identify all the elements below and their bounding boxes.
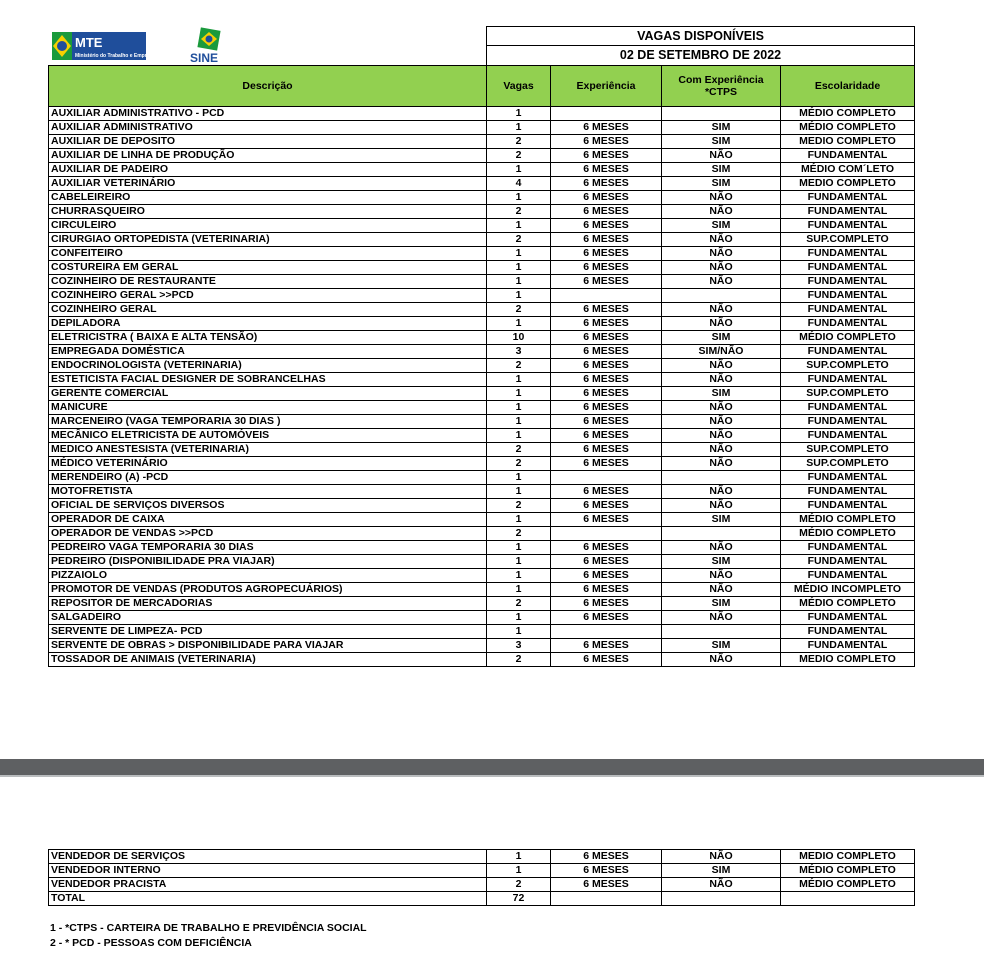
cell-experiencia: 6 MESES	[551, 400, 662, 414]
cell-escolaridade: MÉDIO COMPLETO	[781, 878, 915, 892]
cell-vagas: 1	[487, 260, 551, 274]
cell-descricao: CIRCULEIRO	[49, 218, 487, 232]
table-row	[49, 204, 915, 218]
jobs-sheet-page1	[48, 26, 914, 667]
cell-descricao: MARCENEIRO (VAGA TEMPORARIA 30 DIAS )	[49, 414, 487, 428]
jobs-sheet-page2	[48, 849, 914, 906]
cell-experiencia: 6 MESES	[551, 274, 662, 288]
cell-vagas: 1	[487, 540, 551, 554]
total-label: TOTAL	[49, 892, 487, 906]
cell-experiencia	[551, 288, 662, 302]
cell-ctps: NÃO	[662, 358, 781, 372]
cell-vagas: 2	[487, 232, 551, 246]
table-row	[49, 134, 915, 148]
cell-vagas: 1	[487, 400, 551, 414]
cell-ctps: SIM	[662, 134, 781, 148]
cell-escolaridade: MEDIO COMPLETO	[781, 850, 915, 864]
cell-descricao: REPOSITOR DE MERCADORIAS	[49, 596, 487, 610]
footnotes	[50, 921, 367, 951]
jobs-table	[48, 26, 915, 667]
cell-vagas: 1	[487, 512, 551, 526]
col-header-experiencia: Experiência	[551, 65, 662, 106]
table-row	[49, 400, 915, 414]
cell-escolaridade: FUNDAMENTAL	[781, 568, 915, 582]
table-row	[49, 330, 915, 344]
cell-descricao: PROMOTOR DE VENDAS (PRODUTOS AGROPECUÁRIOS)	[49, 582, 487, 596]
cell-experiencia: 6 MESES	[551, 372, 662, 386]
job-rows	[49, 106, 915, 666]
cell-experiencia: 6 MESES	[551, 596, 662, 610]
cell-escolaridade: MÉDIO INCOMPLETO	[781, 582, 915, 596]
cell-ctps: NÃO	[662, 414, 781, 428]
cell-ctps: SIM	[662, 120, 781, 134]
cell-escolaridade: FUNDAMENTAL	[781, 400, 915, 414]
cell-vagas: 3	[487, 344, 551, 358]
cell-ctps: NÃO	[662, 850, 781, 864]
cell-ctps: NÃO	[662, 568, 781, 582]
cell-experiencia: 6 MESES	[551, 302, 662, 316]
table-row	[49, 596, 915, 610]
cell-ctps: SIM	[662, 176, 781, 190]
cell-descricao: MECÂNICO ELETRICISTA DE AUTOMÓVEIS	[49, 428, 487, 442]
table-row	[49, 512, 915, 526]
cell-experiencia: 6 MESES	[551, 232, 662, 246]
cell-vagas: 1	[487, 274, 551, 288]
cell-descricao: GERENTE COMERCIAL	[49, 386, 487, 400]
cell-vagas: 1	[487, 162, 551, 176]
cell-vagas: 1	[487, 850, 551, 864]
cell-ctps: NÃO	[662, 246, 781, 260]
cell-vagas: 1	[487, 582, 551, 596]
cell-descricao: MEDICO ANESTESISTA (VETERINARIA)	[49, 442, 487, 456]
table-row	[49, 864, 915, 878]
table-row	[49, 246, 915, 260]
cell-ctps	[662, 526, 781, 540]
cell-descricao: AUXILIAR ADMINISTRATIVO	[49, 120, 487, 134]
jobs-table-continued	[48, 849, 915, 906]
table-row	[49, 428, 915, 442]
cell-vagas: 1	[487, 864, 551, 878]
table-row	[49, 120, 915, 134]
table-row	[49, 554, 915, 568]
footnote-pcd: 2 - * PCD - PESSOAS COM DEFICIÊNCIA	[50, 937, 252, 949]
col-header-ctps: Com Experiência *CTPS	[662, 65, 781, 106]
cell-escolaridade: MÉDIO COMPLETO	[781, 526, 915, 540]
cell-vagas: 1	[487, 610, 551, 624]
col-header-descricao: Descrição	[49, 65, 487, 106]
svg-text:MTE: MTE	[74, 34, 102, 50]
cell-vagas: 1	[487, 428, 551, 442]
cell-escolaridade: FUNDAMENTAL	[781, 428, 915, 442]
cell-experiencia: 6 MESES	[551, 120, 662, 134]
cell-experiencia: 6 MESES	[551, 484, 662, 498]
cell-escolaridade: FUNDAMENTAL	[781, 344, 915, 358]
table-row	[49, 176, 915, 190]
page-divider-shadow	[0, 775, 984, 777]
cell-vagas: 4	[487, 176, 551, 190]
cell-descricao: COZINHEIRO GERAL >>PCD	[49, 288, 487, 302]
cell-descricao: COZINHEIRO DE RESTAURANTE	[49, 274, 487, 288]
cell-descricao: COSTUREIRA EM GERAL	[49, 260, 487, 274]
cell-ctps: NÃO	[662, 652, 781, 666]
cell-escolaridade: MÉDIO COMPLETO	[781, 512, 915, 526]
cell-escolaridade: FUNDAMENTAL	[781, 316, 915, 330]
cell-ctps: NÃO	[662, 442, 781, 456]
cell-experiencia: 6 MESES	[551, 428, 662, 442]
cell-ctps: NÃO	[662, 274, 781, 288]
table-row	[49, 652, 915, 666]
cell-escolaridade: FUNDAMENTAL	[781, 190, 915, 204]
cell-ctps: NÃO	[662, 484, 781, 498]
page-date: 02 DE SETEMBRO DE 2022	[487, 46, 915, 65]
cell-escolaridade: SUP.COMPLETO	[781, 232, 915, 246]
cell-ctps: SIM	[662, 864, 781, 878]
table-row	[49, 850, 915, 864]
cell-vagas: 2	[487, 652, 551, 666]
cell-vagas: 1	[487, 470, 551, 484]
cell-escolaridade: SUP.COMPLETO	[781, 442, 915, 456]
cell-descricao: CHURRASQUEIRO	[49, 204, 487, 218]
table-row	[49, 162, 915, 176]
cell-descricao: SERVENTE DE LIMPEZA- PCD	[49, 624, 487, 638]
cell-descricao: OFICIAL DE SERVIÇOS DIVERSOS	[49, 498, 487, 512]
cell-experiencia: 6 MESES	[551, 190, 662, 204]
cell-experiencia	[551, 470, 662, 484]
cell-descricao: OPERADOR DE VENDAS >>PCD	[49, 526, 487, 540]
table-row	[49, 638, 915, 652]
cell-ctps: SIM/NÃO	[662, 344, 781, 358]
cell-ctps: SIM	[662, 638, 781, 652]
cell-experiencia: 6 MESES	[551, 246, 662, 260]
cell-descricao: VENDEDOR DE SERVIÇOS	[49, 850, 487, 864]
table-row	[49, 498, 915, 512]
cell-descricao: SALGADEIRO	[49, 610, 487, 624]
cell-escolaridade: FUNDAMENTAL	[781, 498, 915, 512]
cell-experiencia: 6 MESES	[551, 652, 662, 666]
cell-vagas: 2	[487, 204, 551, 218]
logo-cell	[49, 27, 487, 66]
table-row	[49, 372, 915, 386]
cell-experiencia	[551, 106, 662, 120]
table-row	[49, 274, 915, 288]
cell-descricao: PEDREIRO VAGA TEMPORARIA 30 DIAS	[49, 540, 487, 554]
cell-vagas: 1	[487, 414, 551, 428]
cell-vagas: 10	[487, 330, 551, 344]
cell-escolaridade: MEDIO COMPLETO	[781, 134, 915, 148]
svg-text:SINE: SINE	[189, 50, 218, 65]
table-row	[49, 316, 915, 330]
cell-experiencia: 6 MESES	[551, 568, 662, 582]
cell-escolaridade: FUNDAMENTAL	[781, 470, 915, 484]
table-row	[49, 148, 915, 162]
cell-descricao: CONFEITEIRO	[49, 246, 487, 260]
cell-vagas: 2	[487, 498, 551, 512]
cell-experiencia: 6 MESES	[551, 358, 662, 372]
cell-vagas: 1	[487, 624, 551, 638]
cell-descricao: MÉDICO VETERINÁRIO	[49, 456, 487, 470]
cell-escolaridade: FUNDAMENTAL	[781, 260, 915, 274]
cell-ctps: NÃO	[662, 582, 781, 596]
cell-escolaridade: FUNDAMENTAL	[781, 288, 915, 302]
cell-ctps: SIM	[662, 596, 781, 610]
cell-vagas: 1	[487, 218, 551, 232]
table-row	[49, 218, 915, 232]
cell-experiencia: 6 MESES	[551, 638, 662, 652]
cell-experiencia: 6 MESES	[551, 610, 662, 624]
table-row	[49, 260, 915, 274]
cell-vagas: 2	[487, 302, 551, 316]
cell-escolaridade: FUNDAMENTAL	[781, 246, 915, 260]
col-header-vagas: Vagas	[487, 65, 551, 106]
table-row	[49, 470, 915, 484]
cell-experiencia: 6 MESES	[551, 162, 662, 176]
cell-ctps: NÃO	[662, 190, 781, 204]
table-row	[49, 288, 915, 302]
cell-experiencia: 6 MESES	[551, 456, 662, 470]
cell-descricao: AUXILIAR DE DEPOSITO	[49, 134, 487, 148]
cell-vagas: 1	[487, 386, 551, 400]
cell-escolaridade: FUNDAMENTAL	[781, 610, 915, 624]
cell-ctps: SIM	[662, 218, 781, 232]
cell-vagas: 2	[487, 442, 551, 456]
col-header-escolaridade: Escolaridade	[781, 65, 915, 106]
cell-experiencia: 6 MESES	[551, 204, 662, 218]
cell-ctps: NÃO	[662, 302, 781, 316]
cell-ctps: NÃO	[662, 260, 781, 274]
cell-vagas: 2	[487, 596, 551, 610]
cell-vagas: 1	[487, 288, 551, 302]
cell-vagas: 2	[487, 878, 551, 892]
table-row	[49, 456, 915, 470]
cell-descricao: VENDEDOR PRACISTA	[49, 878, 487, 892]
cell-ctps	[662, 470, 781, 484]
table-row	[49, 484, 915, 498]
table-row	[49, 232, 915, 246]
cell-descricao: EMPREGADA DOMÉSTICA	[49, 344, 487, 358]
page-divider	[0, 759, 984, 775]
cell-experiencia: 6 MESES	[551, 498, 662, 512]
cell-descricao: AUXILIAR ADMINISTRATIVO - PCD	[49, 106, 487, 120]
table-row	[49, 190, 915, 204]
cell-ctps: SIM	[662, 330, 781, 344]
cell-ctps: NÃO	[662, 878, 781, 892]
cell-experiencia: 6 MESES	[551, 878, 662, 892]
cell-experiencia: 6 MESES	[551, 330, 662, 344]
cell-ctps: NÃO	[662, 400, 781, 414]
table-row	[49, 624, 915, 638]
total-value: 72	[487, 892, 551, 906]
cell-experiencia	[551, 526, 662, 540]
cell-vagas: 2	[487, 134, 551, 148]
cell-ctps: NÃO	[662, 204, 781, 218]
cell-ctps	[662, 288, 781, 302]
cell-descricao: AUXILIAR VETERINÁRIO	[49, 176, 487, 190]
cell-descricao: ESTETICISTA FACIAL DESIGNER DE SOBRANCELHAS	[49, 372, 487, 386]
cell-escolaridade: FUNDAMENTAL	[781, 274, 915, 288]
cell-escolaridade: MÉDIO COM´LETO	[781, 162, 915, 176]
cell-escolaridade: MÉDIO COMPLETO	[781, 330, 915, 344]
cell-escolaridade: MEDIO COMPLETO	[781, 652, 915, 666]
cell-escolaridade: FUNDAMENTAL	[781, 218, 915, 232]
page-title: VAGAS DISPONÍVEIS	[487, 27, 915, 46]
cell-experiencia: 6 MESES	[551, 442, 662, 456]
cell-ctps: NÃO	[662, 498, 781, 512]
cell-ctps: NÃO	[662, 372, 781, 386]
cell-ctps	[662, 106, 781, 120]
column-header-row	[49, 65, 915, 106]
cell-escolaridade: SUP.COMPLETO	[781, 386, 915, 400]
cell-escolaridade: FUNDAMENTAL	[781, 554, 915, 568]
cell-escolaridade: FUNDAMENTAL	[781, 372, 915, 386]
cell-escolaridade: FUNDAMENTAL	[781, 302, 915, 316]
cell-ctps: NÃO	[662, 456, 781, 470]
cell-experiencia	[551, 624, 662, 638]
cell-experiencia: 6 MESES	[551, 414, 662, 428]
cell-descricao: DEPILADORA	[49, 316, 487, 330]
cell-vagas: 1	[487, 554, 551, 568]
svg-text:Ministério do Trabalho e Empre: Ministério do Trabalho e Emprego	[74, 52, 156, 59]
cell-descricao: AUXILIAR DE PADEIRO	[49, 162, 487, 176]
cell-vagas: 2	[487, 456, 551, 470]
cell-vagas: 2	[487, 526, 551, 540]
cell-experiencia: 6 MESES	[551, 864, 662, 878]
cell-descricao: VENDEDOR INTERNO	[49, 864, 487, 878]
table-row	[49, 414, 915, 428]
cell-escolaridade: MÉDIO COMPLETO	[781, 120, 915, 134]
cell-ctps: NÃO	[662, 148, 781, 162]
cell-descricao: AUXILIAR DE LINHA DE PRODUÇÃO	[49, 148, 487, 162]
cell-escolaridade: FUNDAMENTAL	[781, 204, 915, 218]
table-row	[49, 568, 915, 582]
cell-escolaridade: FUNDAMENTAL	[781, 624, 915, 638]
cell-escolaridade: FUNDAMENTAL	[781, 414, 915, 428]
cell-escolaridade: FUNDAMENTAL	[781, 484, 915, 498]
cell-ctps: SIM	[662, 554, 781, 568]
cell-escolaridade: FUNDAMENTAL	[781, 540, 915, 554]
cell-ctps: NÃO	[662, 540, 781, 554]
cell-ctps	[662, 624, 781, 638]
cell-ctps: SIM	[662, 512, 781, 526]
cell-escolaridade: SUP.COMPLETO	[781, 456, 915, 470]
cell-experiencia: 6 MESES	[551, 386, 662, 400]
footnote-ctps: 1 - *CTPS - CARTEIRA DE TRABALHO E PREVIDÊNCIA SOCIAL	[50, 922, 367, 934]
cell-experiencia: 6 MESES	[551, 344, 662, 358]
cell-ctps: NÃO	[662, 316, 781, 330]
cell-experiencia: 6 MESES	[551, 176, 662, 190]
table-row	[49, 442, 915, 456]
cell-vagas: 1	[487, 120, 551, 134]
cell-vagas: 1	[487, 484, 551, 498]
table-row	[49, 386, 915, 400]
sine-logo	[187, 28, 231, 64]
cell-descricao: ENDOCRINOLOGISTA (VETERINARIA)	[49, 358, 487, 372]
cell-descricao: CABELEIREIRO	[49, 190, 487, 204]
cell-escolaridade: MÉDIO COMPLETO	[781, 864, 915, 878]
table-row	[49, 344, 915, 358]
table-row	[49, 358, 915, 372]
cell-descricao: MERENDEIRO (A) -PCD	[49, 470, 487, 484]
cell-experiencia: 6 MESES	[551, 148, 662, 162]
cell-vagas: 1	[487, 106, 551, 120]
table-row	[49, 106, 915, 120]
cell-vagas: 1	[487, 372, 551, 386]
cell-descricao: TOSSADOR DE ANIMAIS (VETERINARIA)	[49, 652, 487, 666]
cell-experiencia: 6 MESES	[551, 582, 662, 596]
cell-descricao: OPERADOR DE CAIXA	[49, 512, 487, 526]
cell-escolaridade: MÉDIO COMPLETO	[781, 596, 915, 610]
cell-escolaridade: MÉDIO COMPLETO	[781, 106, 915, 120]
cell-escolaridade: SUP.COMPLETO	[781, 358, 915, 372]
cell-vagas: 3	[487, 638, 551, 652]
cell-experiencia: 6 MESES	[551, 316, 662, 330]
cell-escolaridade: FUNDAMENTAL	[781, 148, 915, 162]
table-row	[49, 302, 915, 316]
job-rows-continued	[49, 850, 915, 892]
table-row	[49, 582, 915, 596]
table-row	[49, 878, 915, 892]
cell-ctps: SIM	[662, 162, 781, 176]
cell-experiencia: 6 MESES	[551, 260, 662, 274]
cell-descricao: PEDREIRO (DISPONIBILIDADE PRA VIAJAR)	[49, 554, 487, 568]
cell-escolaridade: FUNDAMENTAL	[781, 638, 915, 652]
cell-descricao: MOTOFRETISTA	[49, 484, 487, 498]
cell-descricao: MANICURE	[49, 400, 487, 414]
mte-logo	[52, 30, 156, 62]
cell-vagas: 2	[487, 148, 551, 162]
cell-experiencia: 6 MESES	[551, 218, 662, 232]
cell-experiencia: 6 MESES	[551, 850, 662, 864]
cell-descricao: CIRURGIAO ORTOPEDISTA (VETERINARIA)	[49, 232, 487, 246]
cell-experiencia: 6 MESES	[551, 554, 662, 568]
cell-descricao: SERVENTE DE OBRAS > DISPONIBILIDADE PARA VIAJAR	[49, 638, 487, 652]
table-row	[49, 610, 915, 624]
cell-ctps: SIM	[662, 386, 781, 400]
table-row	[49, 540, 915, 554]
cell-escolaridade: MEDIO COMPLETO	[781, 176, 915, 190]
cell-vagas: 1	[487, 190, 551, 204]
cell-descricao: PIZZAIOLO	[49, 568, 487, 582]
cell-ctps: NÃO	[662, 610, 781, 624]
cell-experiencia: 6 MESES	[551, 512, 662, 526]
cell-vagas: 1	[487, 246, 551, 260]
cell-ctps: NÃO	[662, 428, 781, 442]
total-row	[49, 892, 915, 906]
cell-descricao: COZINHEIRO GERAL	[49, 302, 487, 316]
table-row	[49, 526, 915, 540]
cell-descricao: ELETRICISTRA ( BAIXA E ALTA TENSÃO)	[49, 330, 487, 344]
cell-vagas: 1	[487, 316, 551, 330]
cell-ctps: NÃO	[662, 232, 781, 246]
cell-vagas: 1	[487, 568, 551, 582]
cell-experiencia: 6 MESES	[551, 540, 662, 554]
cell-experiencia: 6 MESES	[551, 134, 662, 148]
cell-vagas: 2	[487, 358, 551, 372]
